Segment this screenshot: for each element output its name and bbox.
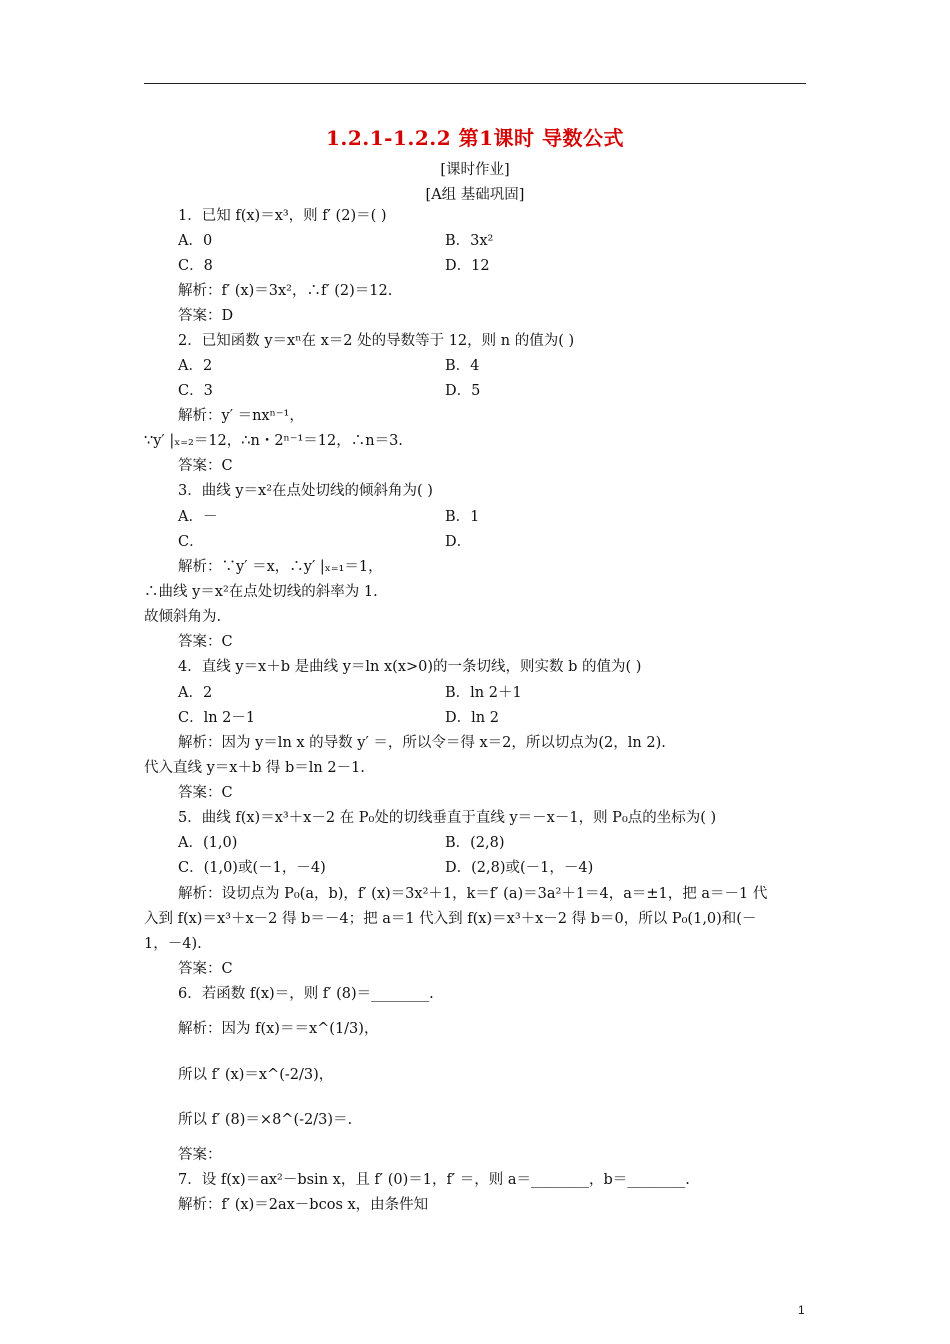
q4-solution: 解析：因为 y＝ln x 的导数 y′ ＝，所以令＝得 x＝2，所以切点为(2，ln 2).	[178, 735, 666, 751]
q4-option-b: B．ln 2＋1	[445, 685, 522, 701]
q4-option-d: D．ln 2	[445, 710, 499, 726]
q2-option-a: A．2	[178, 358, 213, 374]
q1-option-d: D．12	[445, 258, 490, 274]
q2-solution-cont: ∵y′ |ₓ₌₂＝12，∴n・2ⁿ⁻¹＝12，∴n＝3.	[144, 433, 403, 449]
q5-answer: 答案：C	[178, 961, 233, 977]
question-6: 6．若函数 f(x)＝，则 f′ (8)＝________.	[178, 986, 434, 1002]
q5-solution-cont: 入到 f(x)＝x³＋x－2 得 b＝－4；把 a＝1 代入到 f(x)＝x³＋x－2 得 b＝0，所以 P₀(1,0)和(－	[144, 911, 757, 927]
q3-option-a: A．－	[178, 509, 218, 525]
q7-solution: 解析：f′ (x)＝2ax－bcos x，由条件知	[178, 1197, 429, 1213]
q6-solution-end: 所以 f′ (8)＝×8^(-2/3)＝.	[178, 1112, 353, 1128]
q2-solution: 解析：y′ ＝nxⁿ⁻¹，	[178, 408, 304, 424]
q2-option-c: C．3	[178, 383, 213, 399]
q5-option-c: C．(1,0)或(－1，－4)	[178, 860, 326, 876]
q5-solution: 解析：设切点为 P₀(a，b)，f′ (x)＝3x²＋1，k＝f′ (a)＝3a²＋1＝4，a＝±1，把 a＝－1 代	[178, 886, 768, 902]
question-3: 3．曲线 y＝x²在点处切线的倾斜角为( )	[178, 483, 433, 499]
question-5: 5．曲线 f(x)＝x³＋x－2 在 P₀处的切线垂直于直线 y＝－x－1，则 P₀点的坐标为( )	[178, 810, 717, 826]
q3-solution-end: 故倾斜角为.	[144, 609, 222, 625]
q3-option-c: C．	[178, 534, 204, 550]
page-number: 1	[798, 1303, 805, 1317]
q5-option-d: D．(2,8)或(－1，－4)	[445, 860, 594, 876]
q2-answer: 答案：C	[178, 458, 233, 474]
q3-option-b: B．1	[445, 509, 480, 525]
question-2: 2．已知函数 y＝xⁿ在 x＝2 处的导数等于 12，则 n 的值为( )	[178, 333, 575, 349]
q1-answer: 答案：D	[178, 308, 234, 324]
q6-answer: 答案：	[178, 1147, 222, 1163]
q1-option-c: C．8	[178, 258, 213, 274]
q6-solution: 解析：因为 f(x)＝＝x^(1/3)，	[178, 1021, 379, 1037]
group-label: [A组 基础巩固]	[425, 187, 525, 203]
question-4: 4．直线 y＝x＋b 是曲线 y＝ln x(x>0)的一条切线，则实数 b 的值为( )	[178, 659, 642, 675]
q3-solution-cont: ∴曲线 y＝x²在点处切线的斜率为 1.	[144, 584, 378, 600]
q3-answer: 答案：C	[178, 634, 233, 650]
q6-solution-cont: 所以 f′ (x)＝x^(-2/3)，	[178, 1067, 334, 1083]
question-7: 7．设 f(x)＝ax²－bsin x，且 f′ (0)＝1，f′ ＝，则 a＝________，b＝________.	[178, 1172, 690, 1188]
q4-option-c: C．ln 2－1	[178, 710, 256, 726]
q5-solution-end: 1，－4).	[144, 936, 202, 952]
q3-option-d: D．	[445, 534, 472, 550]
header-rule	[144, 83, 806, 84]
q1-option-b: B．3x²	[445, 233, 494, 249]
q2-option-d: D．5	[445, 383, 481, 399]
q1-option-a: A．0	[178, 233, 213, 249]
q2-option-b: B．4	[445, 358, 480, 374]
q4-answer: 答案：C	[178, 785, 233, 801]
question-1: 1．已知 f(x)＝x³，则 f′ (2)＝( )	[178, 208, 387, 224]
q1-solution: 解析：f′ (x)＝3x²，∴f′ (2)＝12.	[178, 283, 393, 299]
page-title: 1.2.1-1.2.2 第1课时 导数公式	[326, 126, 624, 150]
q3-solution: 解析：∵y′ ＝x，∴y′ |ₓ₌₁＝1，	[178, 559, 383, 575]
section-label: [课时作业]	[440, 162, 510, 178]
q4-option-a: A．2	[178, 685, 213, 701]
q5-option-a: A．(1,0)	[178, 835, 238, 851]
q5-option-b: B．(2,8)	[445, 835, 505, 851]
q4-solution-cont: 代入直线 y＝x＋b 得 b＝ln 2－1.	[144, 760, 365, 776]
